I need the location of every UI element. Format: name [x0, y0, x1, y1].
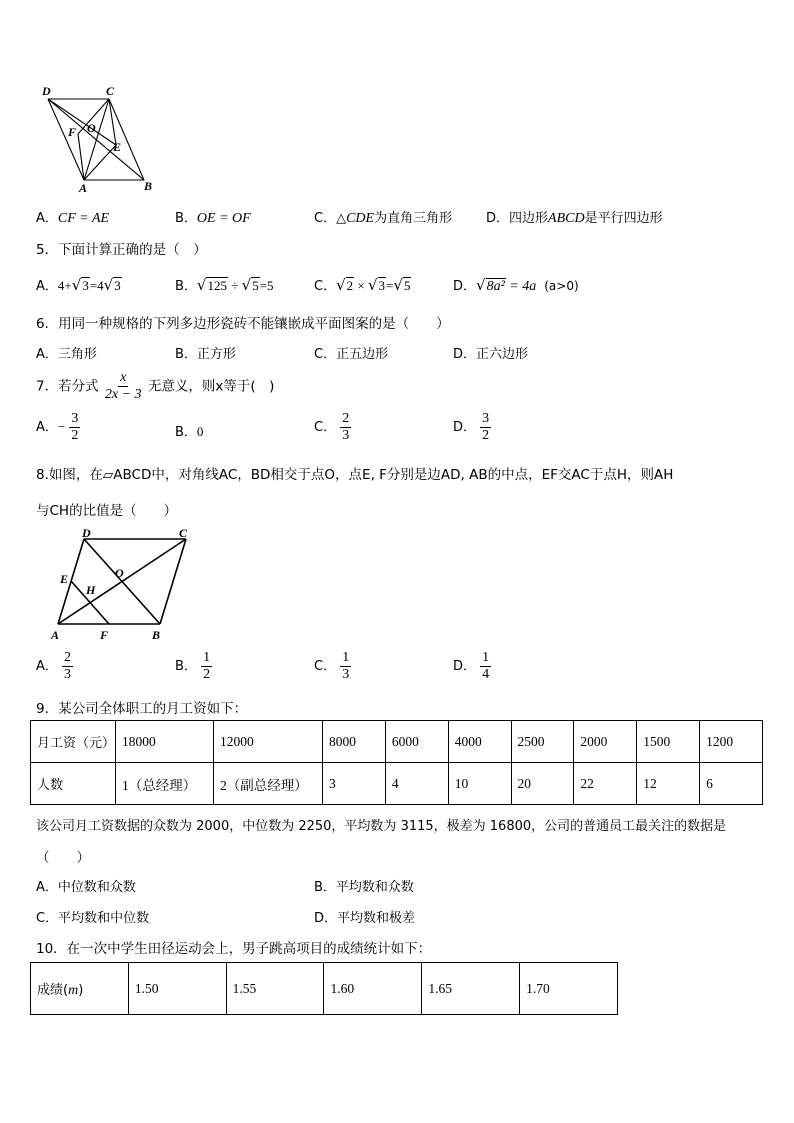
table-row	[31, 763, 763, 805]
figure-q4-parallelogram	[36, 82, 166, 197]
table-cell: 1.70	[520, 963, 618, 1015]
table-cell: 18000	[116, 721, 214, 763]
table-cell: 10	[448, 763, 511, 805]
q7-option-b[interactable]: B．0	[175, 424, 204, 440]
q5-option-a[interactable]: A．4+√3=4√3	[36, 276, 121, 294]
q10-score-table	[30, 962, 618, 1015]
table-cell: 8000	[323, 721, 386, 763]
q9-description: 该公司月工资数据的众数为 2000，中位数为 2250，平均数为 3115，极差为 16800，公司的普通员工最关注的数据是	[36, 819, 727, 834]
table-cell: 2500	[511, 721, 574, 763]
fig8-label-F: F	[100, 628, 109, 642]
figure-q8-parallelogram	[48, 526, 198, 644]
q9-option-d[interactable]: D．平均数和极差	[314, 911, 416, 926]
fig8-label-E: E	[60, 572, 69, 586]
fig8-label-B: B	[152, 628, 161, 642]
q4-a-expr: CF = AE	[57, 211, 110, 226]
fig4-label-A: A	[79, 181, 88, 195]
q7-fraction: $\frac{x}{2x - 3}$	[104, 370, 142, 402]
q4-option-d[interactable]: D．四边形ABCD是平行四边形	[486, 211, 663, 226]
table-row	[31, 721, 763, 763]
q4-option-a[interactable]: A．CF = AE	[36, 211, 110, 226]
fig8-label-O: O	[115, 566, 124, 580]
table-cell: 6000	[385, 721, 448, 763]
fig8-label-A: A	[51, 628, 60, 642]
table-cell: 1.50	[128, 963, 226, 1015]
q4-b-expr: OE = OF	[196, 211, 251, 226]
q9-option-b[interactable]: B．平均数和众数	[314, 880, 414, 895]
q6-option-b[interactable]: B．正方形	[175, 347, 236, 362]
table-cell: 12000	[214, 721, 323, 763]
q10-stem: 10．在一次中学生田径运动会上，男子跳高项目的成绩统计如下：	[36, 941, 432, 957]
fig4-label-O: O	[87, 121, 96, 135]
fig4-label-F: F	[68, 125, 77, 139]
table-cell: 20	[511, 763, 574, 805]
q8-option-a[interactable]: A． $\frac{2}{3}$	[36, 650, 72, 682]
q8-option-d[interactable]: D． $\frac{1}{4}$	[453, 650, 490, 682]
q5-stem: 5．下面计算正确的是（ ）	[36, 242, 207, 258]
q6-option-c[interactable]: C．正五边形	[314, 347, 389, 362]
fig8-label-H: H	[86, 583, 96, 597]
q9-salary-table	[30, 720, 763, 805]
table-cell: 月工资（元）	[31, 721, 116, 763]
table-header-cell: 成绩(m)	[31, 963, 129, 1015]
fig4-label-E: E	[113, 140, 122, 154]
table-cell: 4	[385, 763, 448, 805]
q8-option-c[interactable]: C． $\frac{1}{3}$	[314, 650, 350, 682]
q5-option-d[interactable]: D．√8a² = 4a (a>0)	[453, 276, 579, 294]
q8-stem-line1: 8.如图，在▱ABCD中，对角线AC，BD相交于点O，点E, F分别是边AD, AB的中点，EF交AC于点H，则AH	[36, 467, 674, 483]
table-cell: 12	[637, 763, 700, 805]
table-cell: 3	[323, 763, 386, 805]
q9-option-a[interactable]: A．中位数和众数	[36, 880, 136, 895]
table-cell: 人数	[31, 763, 116, 805]
table-cell: 6	[700, 763, 763, 805]
table-cell: 1200	[700, 721, 763, 763]
fig8-label-D: D	[82, 526, 91, 540]
fig4-label-C: C	[106, 84, 115, 98]
table-cell: 1500	[637, 721, 700, 763]
table-cell: 2（副总经理）	[214, 763, 323, 805]
q6-option-d[interactable]: D．正六边形	[453, 347, 529, 362]
table-cell: 1.55	[226, 963, 324, 1015]
q6-option-a[interactable]: A．三角形	[36, 347, 97, 362]
q7-option-c[interactable]: C． $\frac{2}{3}$	[314, 411, 350, 443]
fig4-label-B: B	[144, 179, 153, 193]
table-row	[31, 963, 618, 1015]
table-cell: 1.60	[324, 963, 422, 1015]
table-cell: 1.65	[422, 963, 520, 1015]
q4-option-c[interactable]: C．△CDE为直角三角形	[314, 211, 453, 226]
table-cell: 4000	[448, 721, 511, 763]
table-cell: 2000	[574, 721, 637, 763]
q8-stem-line2: 与CH的比值是（ ）	[36, 503, 178, 519]
q7-option-a[interactable]: A．− $\frac{3}{2}$	[36, 411, 79, 443]
q9-option-c[interactable]: C．平均数和中位数	[36, 911, 150, 926]
table-cell: 22	[574, 763, 637, 805]
fig8-label-C: C	[179, 526, 188, 540]
table-cell: 1（总经理）	[116, 763, 214, 805]
q5-option-c[interactable]: C．√2 × √3=√5	[314, 276, 411, 294]
q9-stem: 9．某公司全体职工的月工资如下：	[36, 701, 248, 717]
q6-stem: 6．用同一种规格的下列多边形瓷砖不能镶嵌成平面图案的是（ ）	[36, 316, 450, 332]
q7-stem: 7．若分式 $\frac{x}{2x - 3}$ 无意义，则x等于( )	[36, 370, 275, 402]
q8-option-b[interactable]: B． $\frac{1}{2}$	[175, 650, 211, 682]
fig4-label-D: D	[42, 84, 51, 98]
q4-option-b[interactable]: B．OE = OF	[175, 211, 251, 226]
q5-option-b[interactable]: B．√125 ÷ √5=5	[175, 276, 274, 294]
q9-answer-paren: （ ）	[36, 850, 90, 866]
q7-option-d[interactable]: D． $\frac{3}{2}$	[453, 411, 490, 443]
